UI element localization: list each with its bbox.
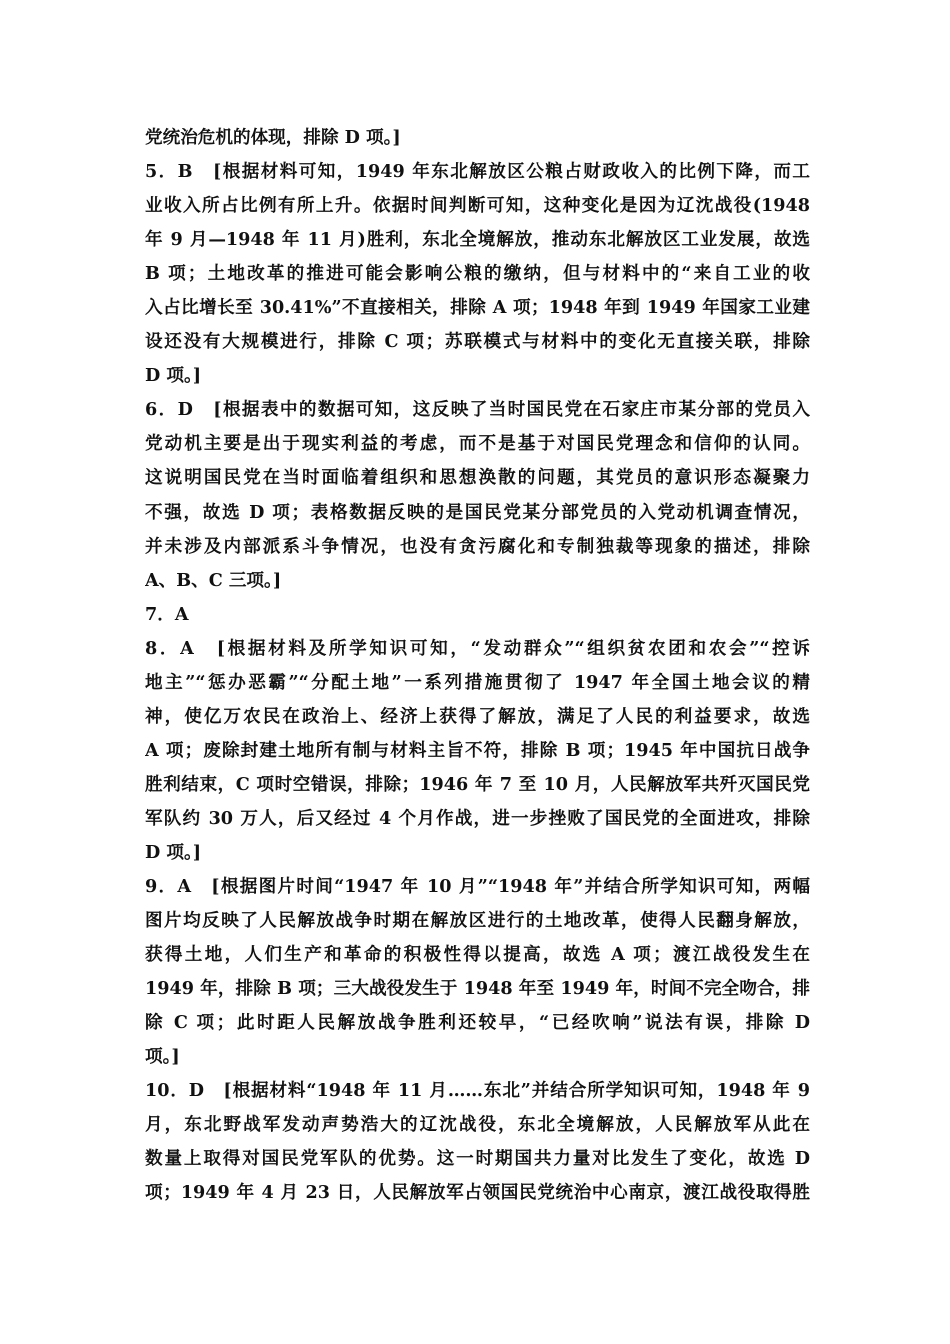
text-line: 除 C 项；此时距人民解放战争胜利还较早，“已经吹响”说法有误，排除 D xyxy=(145,1012,810,1034)
text-line: 10．D [根据材料“1948 年 11 月……东北”并结合所学知识可知，1948 年 9 xyxy=(145,1080,810,1102)
text-line: 获得土地，人们生产和革命的积极性得以提高，故选 A 项；渡江战役发生在 xyxy=(145,944,810,966)
text-line: D 项。] xyxy=(145,841,202,863)
text-line: 项。] xyxy=(145,1046,180,1068)
answer-explanations-text xyxy=(145,121,810,1211)
text-line: 入占比增长至 30.41%”不直接相关，排除 A 项；1948 年到 1949 年国家工业建 xyxy=(145,297,810,319)
text-line: 月，东北野战军发动声势浩大的辽沈战役，东北全境解放，人民解放军从此在 xyxy=(145,1114,810,1136)
text-line: D 项。] xyxy=(145,365,202,387)
text-line: 设还没有大规模进行，排除 C 项；苏联模式与材料中的变化无直接关联，排除 xyxy=(145,331,810,353)
text-line: 胜利结束，C 项时空错误，排除；1946 年 7 至 10 月，人民解放军共歼灭国民党 xyxy=(145,773,810,795)
text-line: 地主”“惩办恶霸”“分配土地”一系列措施贯彻了 1947 年全国土地会议的精 xyxy=(145,671,810,693)
text-line: 神，使亿万农民在政治上、经济上获得了解放，满足了人民的利益要求，故选 xyxy=(145,705,810,727)
text-line: 项；1949 年 4 月 23 日，人民解放军占领国民党统治中心南京，渡江战役取得胜 xyxy=(145,1182,810,1204)
text-line: 军队约 30 万人，后又经过 4 个月作战，进一步挫败了国民党的全面进攻，排除 xyxy=(145,807,810,829)
text-line: 图片均反映了人民解放战争时期在解放区进行的土地改革，使得人民翻身解放， xyxy=(145,910,810,932)
text-line: A 项；废除封建土地所有制与材料主旨不符，排除 B 项；1945 年中国抗日战争 xyxy=(145,739,810,761)
text-line: 这说明国民党在当时面临着组织和思想涣散的问题，其党员的意识形态凝聚力 xyxy=(145,467,810,489)
text-line: B 项；土地改革的推进可能会影响公粮的缴纳，但与材料中的“来自工业的收 xyxy=(145,263,810,285)
text-line: 5．B [根据材料可知，1949 年东北解放区公粮占财政收入的比例下降，而工 xyxy=(145,161,810,183)
text-line: 并未涉及内部派系斗争情况，也没有贪污腐化和专制独裁等现象的描述，排除 xyxy=(145,535,810,557)
text-line: 8．A [根据材料及所学知识可知，“发动群众”“组织贫农团和农会”“控诉 xyxy=(145,637,810,659)
text-line: 党统治危机的体现，排除 D 项。] xyxy=(145,127,401,148)
text-line: 1949 年，排除 B 项；三大战役发生于 1948 年至 1949 年，时间不完全吻合，排 xyxy=(145,978,810,1000)
text-line: 9．A [根据图片时间“1947 年 10 月”“1948 年”并结合所学知识可知，两幅 xyxy=(145,876,810,898)
text-line: 不强，故选 D 项；表格数据反映的是国民党某分部党员的入党动机调查情况， xyxy=(145,501,810,523)
text-line: A、B、C 三项。] xyxy=(145,569,282,591)
text-line: 6．D [根据表中的数据可知，这反映了当时国民党在石家庄市某分部的党员入 xyxy=(145,399,810,421)
text-line: 年 9 月—1948 年 11 月)胜利，东北全境解放，推动东北解放区工业发展，故选 xyxy=(145,229,810,251)
text-line: 党动机主要是出于现实利益的考虑，而不是基于对国民党理念和信仰的认同。 xyxy=(145,433,810,455)
text-line: 7．A xyxy=(145,603,189,625)
text-line: 数量上取得对国民党军队的优势。这一时期国共力量对比发生了变化，故选 D xyxy=(145,1148,810,1170)
text-line: 业收入所占比例有所上升。依据时间判断可知，这种变化是因为辽沈战役(1948 xyxy=(145,195,810,217)
